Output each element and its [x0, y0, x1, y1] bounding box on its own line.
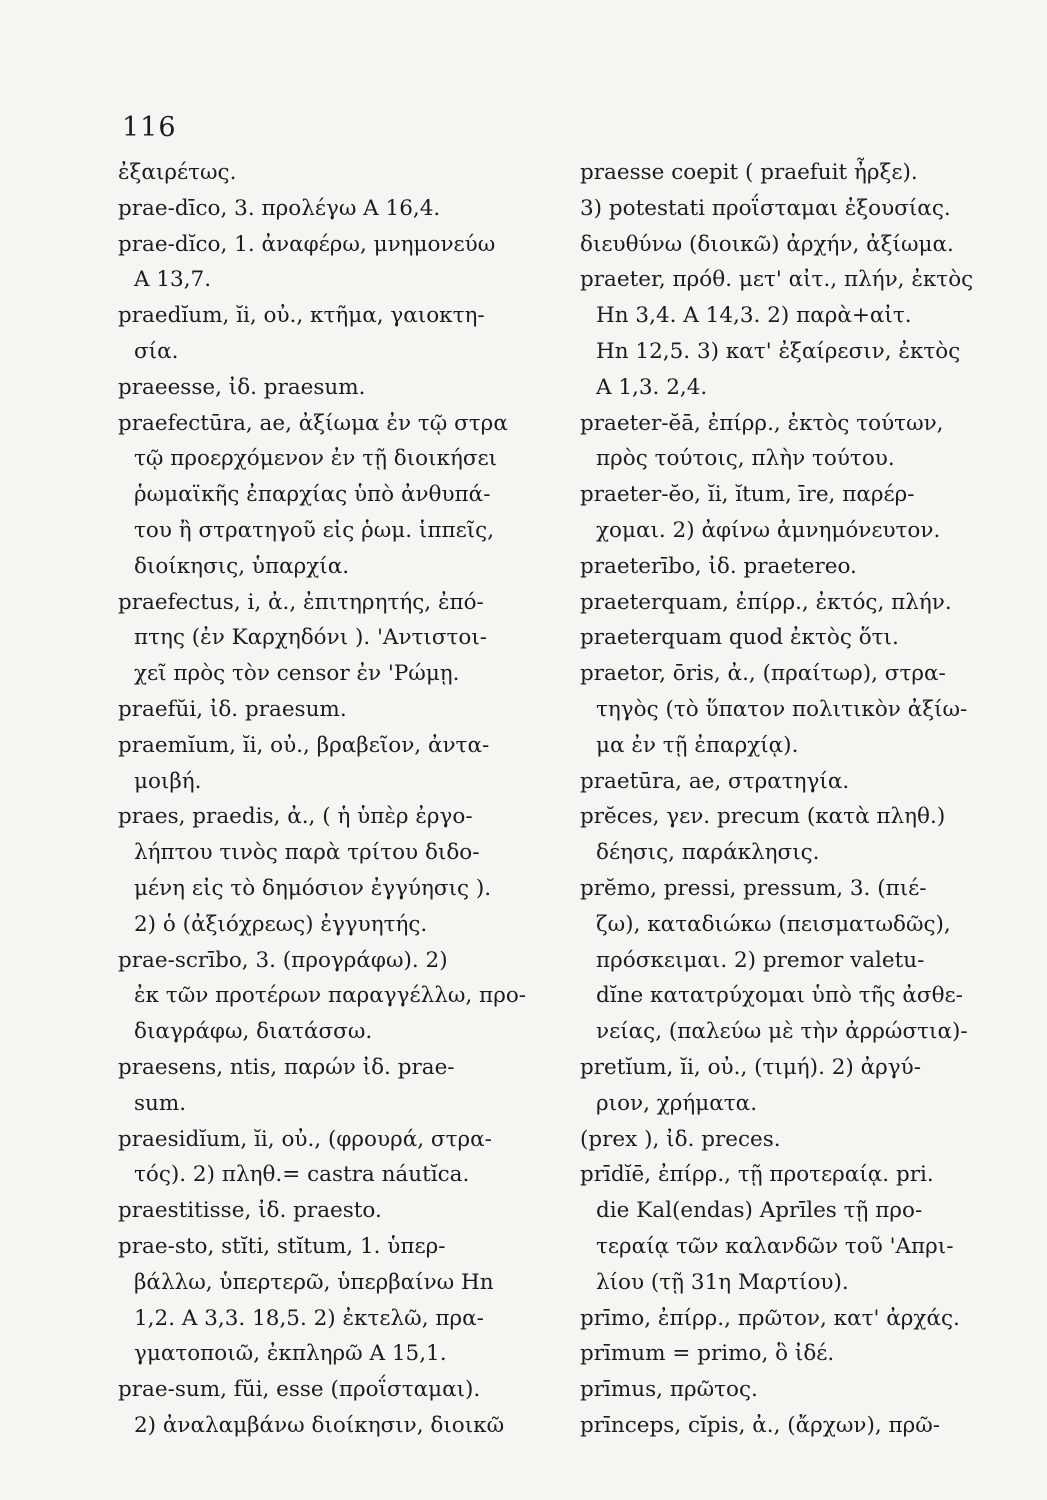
dictionary-line: τός). 2) πληθ.= castra náutĭca. [134, 1162, 470, 1188]
dictionary-line: praeesse, ἰδ. praesum. [118, 374, 366, 400]
dictionary-line: διοίκησις, ὑπαρχία. [134, 553, 350, 579]
dictionary-line: γματοποιῶ, ἐκπληρῶ A 15,1. [134, 1341, 447, 1367]
dictionary-line: διευθύνω (διοικῶ) ἀρχήν, ἀξίωμα. [580, 231, 954, 257]
dictionary-line: πτης (ἐν Καρχηδόνι ). 'Αντιστοι- [134, 625, 488, 651]
dictionary-line: τῷ προερχόμενον ἐν τῇ διοικήσει [134, 446, 498, 472]
dictionary-line: pretĭum, ĭi, οὐ., (τιμή). 2) ἀργύ- [580, 1054, 921, 1080]
dictionary-line: λήπτου τινὸς παρὰ τρίτου διδο- [134, 840, 480, 866]
dictionary-line: ῥωμαϊκῆς ἐπαρχίας ὑπὸ ἀνθυπά- [134, 482, 491, 508]
dictionary-line: prae-sto, stĭti, stĭtum, 1. ὑπερ- [118, 1233, 446, 1259]
dictionary-line: ζω), καταδιώκω (πεισματωδῶς), [596, 911, 951, 937]
dictionary-line: prĕces, γεν. precum (κατὰ πληθ.) [580, 804, 946, 830]
dictionary-line: πρόσκειμαι. 2) premor valetu- [596, 947, 925, 973]
dictionary-line: νείας, (παλεύω μὲ τὴν ἀρρώστια)- [596, 1019, 968, 1045]
dictionary-line: prīmo, ἐπίρρ., πρῶτον, κατ' ἀρχάς. [580, 1305, 960, 1331]
dictionary-line: praesens, ntis, παρών ἰδ. prae- [118, 1054, 455, 1080]
dictionary-line: διαγράφω, διατάσσω. [134, 1019, 373, 1045]
dictionary-line: μα ἐν τῇ ἐπαρχίᾳ). [596, 732, 799, 758]
dictionary-line: prĕmo, pressi, pressum, 3. (πιέ- [580, 875, 927, 901]
dictionary-line: praeterquam quod ἐκτὸς ὅτι. [580, 625, 899, 651]
dictionary-line: praestitisse, ἰδ. praesto. [118, 1198, 382, 1224]
dictionary-line: πρὸς τούτοις, πλὴν τούτου. [596, 446, 895, 472]
dictionary-line: λίου (τῇ 31η Μαρτίου). [596, 1269, 849, 1295]
dictionary-line: praemĭum, ĭi, οὐ., βραβεῖον, ἀντα- [118, 732, 490, 758]
dictionary-line: 2) ὁ (ἀξιόχρεως) ἐγγυητής. [134, 911, 428, 937]
dictionary-line: dĭne κατατρύχομαι ὑπὸ τῆς ἀσθε- [596, 983, 963, 1009]
dictionary-line: ριον, χρήματα. [596, 1090, 758, 1116]
dictionary-line: σία. [134, 338, 179, 364]
dictionary-line: prae-sum, fŭi, esse (προΐσταμαι). [118, 1377, 481, 1403]
dictionary-line: του ἢ στρατηγοῦ εἰς ῥωμ. ἱππεῖς, [134, 517, 495, 543]
dictionary-line: praesidĭum, ĭi, οὐ., (φρουρά, στρα- [118, 1126, 492, 1152]
dictionary-line: τεραίᾳ τῶν καλανδῶν τοῦ 'Απρι- [596, 1233, 954, 1259]
dictionary-line: praefectūra, ae, ἀξίωμα ἐν τῷ στρα [118, 410, 508, 436]
dictionary-line: praeterquam, ἐπίρρ., ἐκτός, πλήν. [580, 589, 952, 615]
dictionary-line: prīdĭē, ἐπίρρ., τῇ προτεραίᾳ. pri. [580, 1162, 934, 1188]
dictionary-line: praefŭi, ἰδ. praesum. [118, 696, 347, 722]
dictionary-line: A 13,7. [134, 267, 212, 293]
dictionary-line: Hn 3,4. A 14,3. 2) παρὰ+αἰτ. [596, 303, 912, 329]
dictionary-line: βάλλω, ὑπερτερῶ, ὑπερβαίνω Hn [134, 1269, 494, 1295]
dictionary-line: (prex ), ἰδ. preces. [580, 1126, 781, 1152]
dictionary-line: 3) potestati προΐσταμαι ἐξουσίας. [580, 195, 951, 221]
dictionary-line: praeter-ĕo, ĭi, ĭtum, īre, παρέρ- [580, 482, 915, 508]
dictionary-line: sum. [134, 1090, 187, 1116]
dictionary-line: χεῖ πρὸς τὸν censor ἐν 'Ρώμῃ. [134, 661, 460, 687]
page-number: 116 [122, 112, 177, 143]
dictionary-line: ἐκ τῶν προτέρων παραγγέλλω, προ- [134, 983, 527, 1009]
dictionary-line: praeter-ĕā, ἐπίρρ., ἐκτὸς τούτων, [580, 410, 944, 436]
dictionary-line: prīmus, πρῶτος. [580, 1377, 758, 1403]
dictionary-line: A 1,3. 2,4. [596, 374, 708, 400]
dictionary-line: prīmum = primo, ὃ ἰδέ. [580, 1341, 835, 1367]
dictionary-line: prae-dĭco, 1. ἀναφέρω, μνημονεύω [118, 231, 496, 257]
dictionary-line: 2) ἀναλαμβάνω διοίκησιν, διοικῶ [134, 1412, 505, 1438]
dictionary-line: praefectus, i, ἀ., ἐπιτηρητής, ἐπό- [118, 589, 484, 615]
dictionary-line: praeter, πρόθ. μετ' αἰτ., πλήν, ἐκτὸς [580, 267, 974, 293]
dictionary-line: praetūra, ae, στρατηγία. [580, 768, 850, 794]
dictionary-line: τηγὸς (τὸ ὕπατον πολιτικὸν ἀξίω- [596, 696, 968, 722]
left-column [118, 155, 558, 1444]
dictionary-line: praesse coepit ( praefuit ἦρξε). [580, 160, 918, 185]
dictionary-line: prae-scrībo, 3. (προγράφω). 2) [118, 947, 448, 973]
dictionary-line: 1,2. A 3,3. 18,5. 2) ἐκτελῶ, πρα- [134, 1305, 484, 1331]
dictionary-line: praedĭum, ĭi, οὐ., κτῆμα, γαιοκτη- [118, 303, 485, 329]
dictionary-line: prīnceps, cĭpis, ἀ., (ἄρχων), πρῶ- [580, 1412, 941, 1438]
dictionary-line: praes, praedis, ἀ., ( ἡ ὑπὲρ ἐργο- [118, 804, 473, 830]
dictionary-line: χομαι. 2) ἀφίνω ἀμνημόνευτον. [596, 517, 941, 543]
dictionary-line: praeterībo, ἰδ. praetereo. [580, 553, 857, 579]
dictionary-line: μένη εἰς τὸ δημόσιον ἐγγύησις ). [134, 875, 492, 901]
dictionary-line: prae-dīco, 3. προλέγω A 16,4. [118, 195, 441, 221]
dictionary-line: Hn 12,5. 3) κατ' ἐξαίρεσιν, ἐκτὸς [596, 338, 961, 364]
dictionary-line: die Kal(endas) Aprīles τῇ προ- [596, 1198, 923, 1224]
dictionary-line: δέησις, παράκλησις. [596, 840, 820, 866]
dictionary-line: ἐξαιρέτως. [118, 160, 237, 185]
right-column [580, 155, 1025, 1444]
dictionary-line: praetor, ōris, ἀ., (πραίτωρ), στρα- [580, 661, 946, 687]
dictionary-line: μοιβή. [134, 768, 202, 794]
